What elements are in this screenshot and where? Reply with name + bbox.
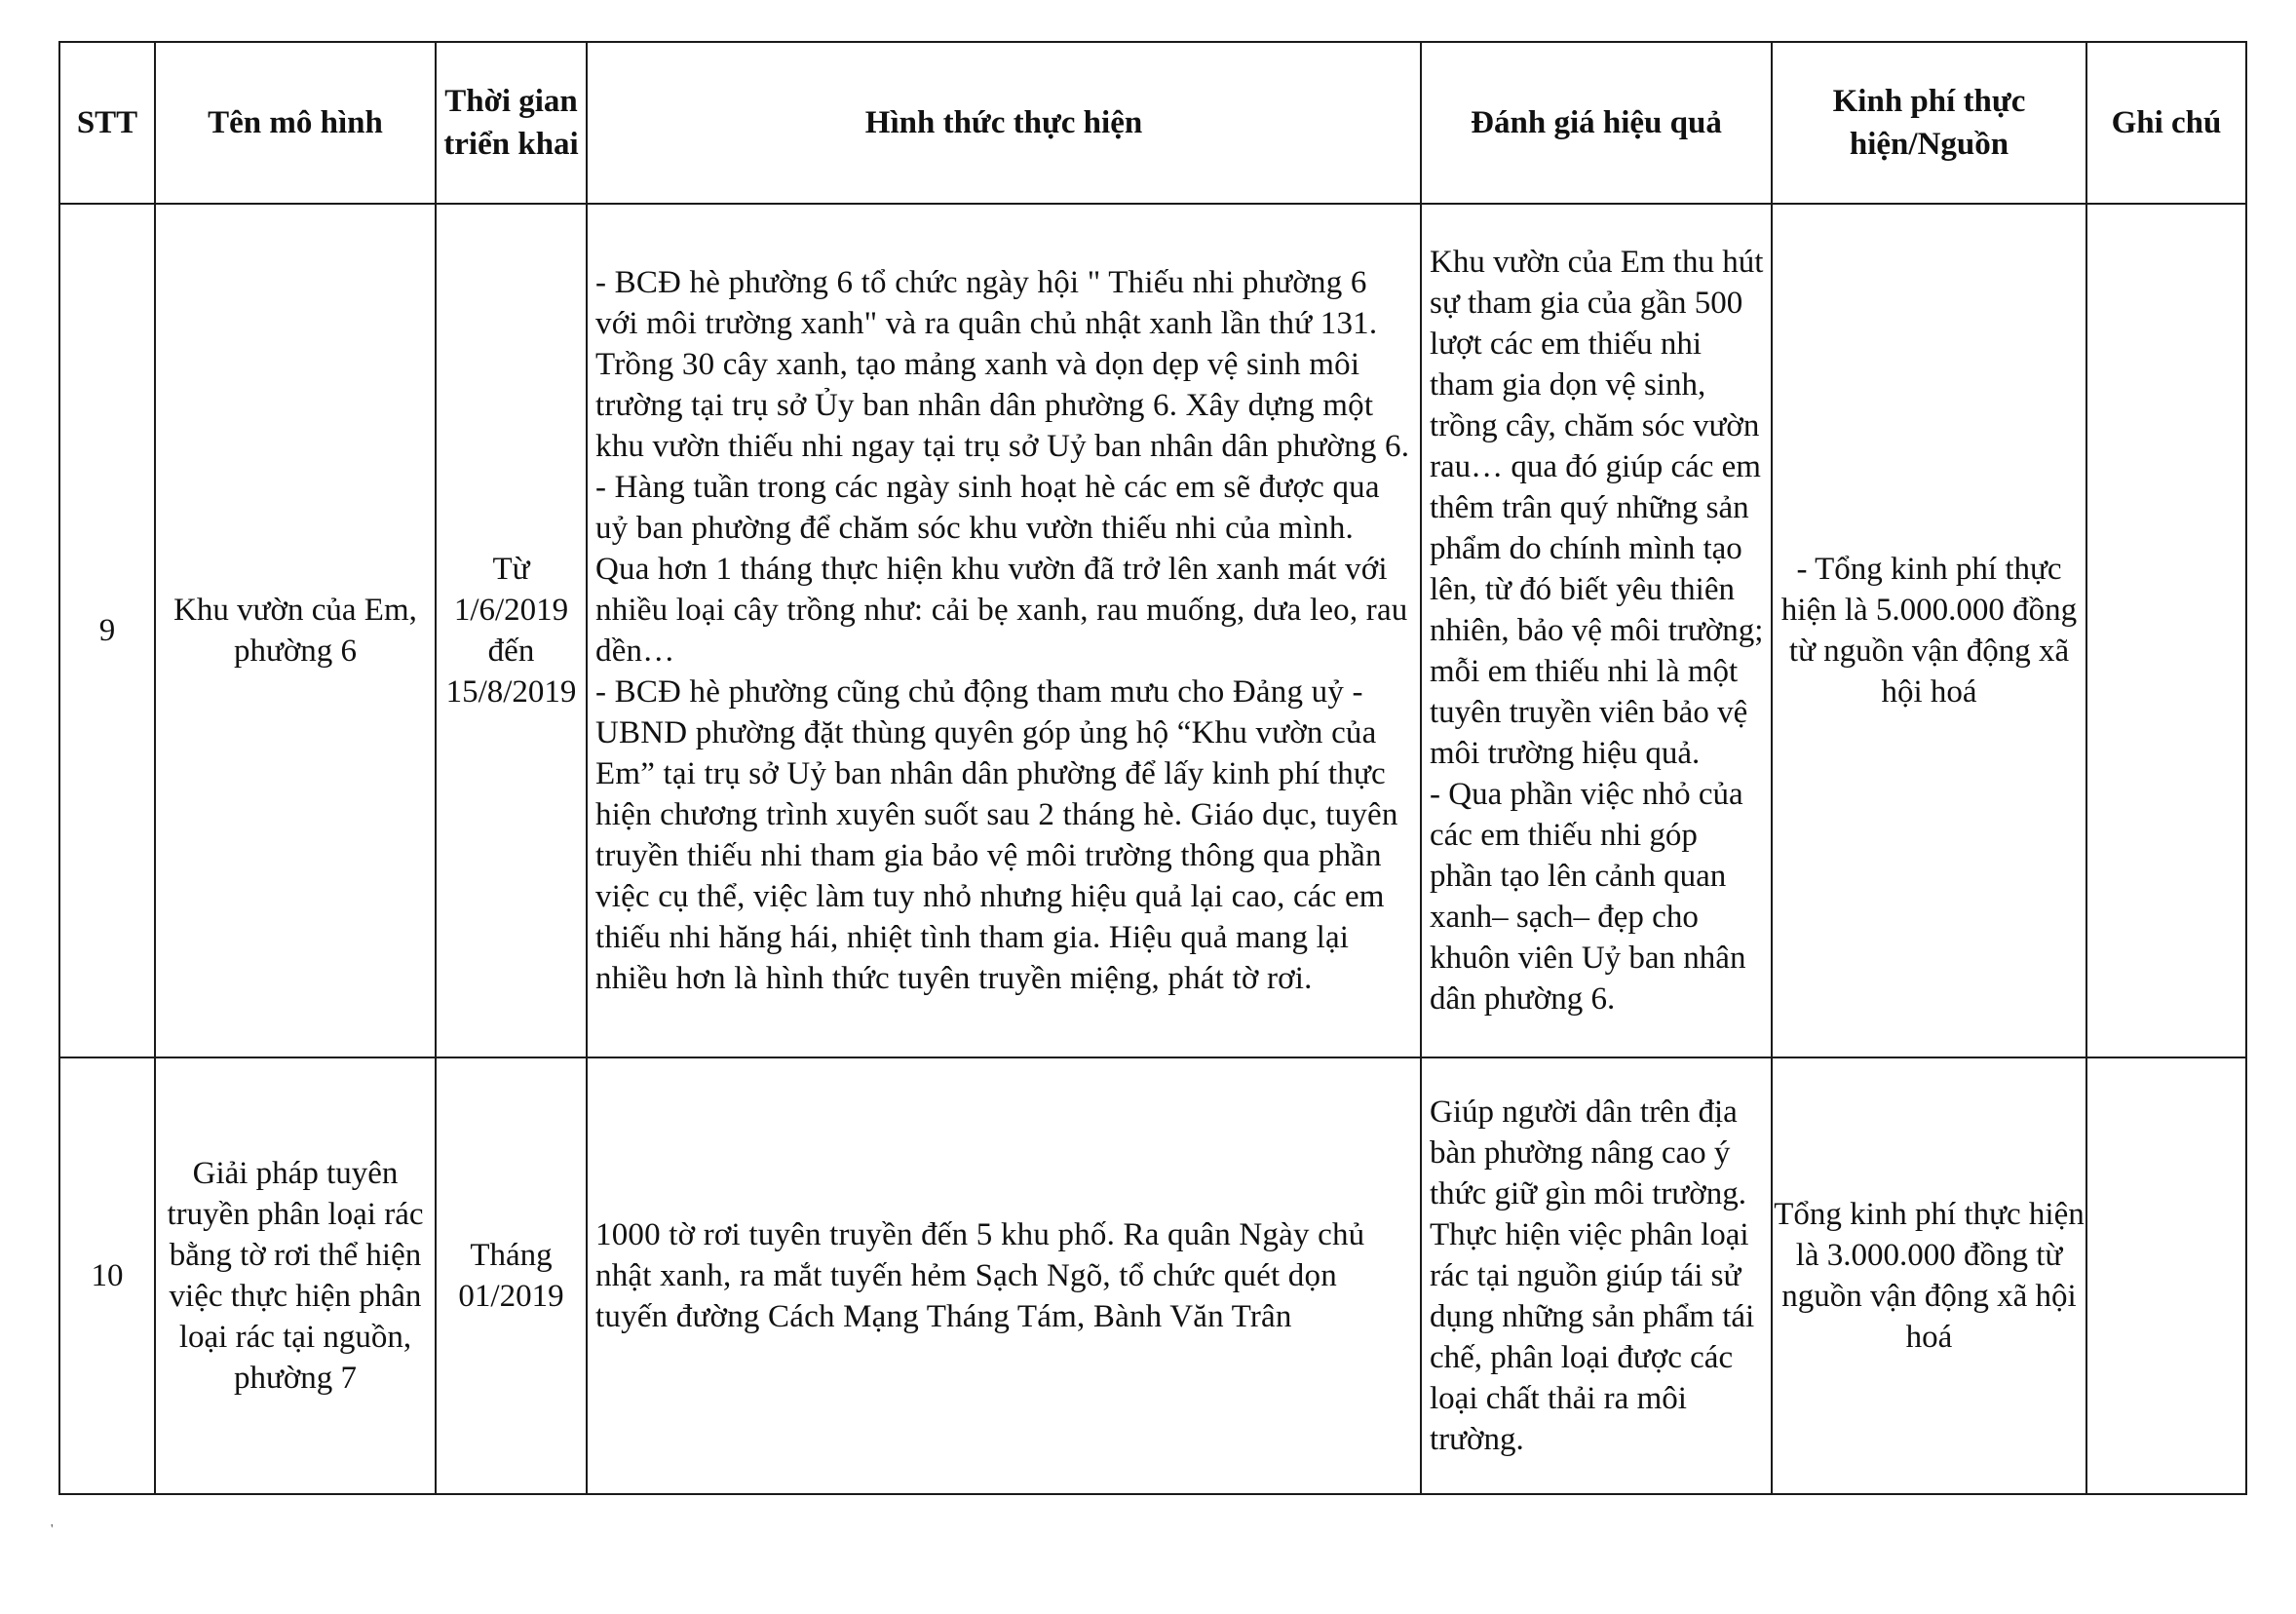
cell-hinh-thuc: - BCĐ hè phường 6 tổ chức ngày hội " Thiếu nhi phường 6 với môi trường xanh" và ra quân chủ nhật xanh lần thứ 131. Trồng 30 cây xanh, tạo mảng xanh và dọn dẹp vệ sinh môi trường tại trụ sở Ủy ban nhân dân phường 6. Xây dựng một khu vườn thiếu nhi ngay tại trụ sở Uỷ ban nhân dân phường 6. - Hàng tuần trong các ngày sinh hoạt hè các em sẽ được qua uỷ ban phường để chăm sóc khu vườn thiếu nhi của mình. Qua hơn 1 tháng thực hiện khu vườn đã trở lên xanh mát với nhiều loại cây trồng như: cải bẹ xanh, rau muống, dưa leo, rau dền… - BCĐ hè phường cũng chủ động tham mưu cho Đảng uỷ - UBND phường đặt thùng quyên góp ủng hộ “Khu vườn của Em” tại trụ sở Uỷ ban nhân dân phường để lấy kinh phí thực hiện chương trình xuyên suốt sau 2 tháng hè. Giáo dục, tuyên truyền thiếu nhi tham gia bảo vệ môi trường thông qua phần việc cụ thể, việc làm tuy nhỏ nhưng hiệu quả lại cao, các em thiếu nhi hăng hái, nhiệt tình tham gia. Hiệu quả mang lại nhiều hơn là hình thức tuyên truyền miệng, phát tờ rơi. [587,204,1421,1057]
cell-danh-gia: Khu vườn của Em thu hút sự tham gia của gần 500 lượt các em thiếu nhi tham gia dọn vệ sinh, trồng cây, chăm sóc vườn rau… qua đó giúp các em thêm trân quý những sản phẩm do chính mình tạo lên, từ đó biết yêu thiên nhiên, bảo vệ môi trường; mỗi em thiếu nhi là một tuyên truyền viên bảo vệ môi trường hiệu quả. - Qua phần việc nhỏ của các em thiếu nhi góp phần tạo lên cảnh quan xanh– sạch– đẹp cho khuôn viên Uỷ ban nhân dân phường 6. [1421,204,1772,1057]
cell-thoi-gian: Từ 1/6/2019 đến 15/8/2019 [436,204,587,1057]
scan-speck: ' [51,1522,54,1537]
header-thoi-gian: Thời gian triển khai [436,42,587,204]
header-kinh-phi: Kinh phí thực hiện/Nguồn [1772,42,2086,204]
cell-ten-mo-hinh: Khu vườn của Em, phường 6 [155,204,436,1057]
cell-danh-gia: Giúp người dân trên địa bàn phường nâng cao ý thức giữ gìn môi trường. Thực hiện việc phân loại rác tại nguồn giúp tái sử dụng những sản phẩm tái chế, phân loại được các loại chất thải ra môi trường. [1421,1057,1772,1494]
cell-ten-mo-hinh: Giải pháp tuyên truyền phân loại rác bằng tờ rơi thể hiện việc thực hiện phân loại rác tại nguồn, phường 7 [155,1057,436,1494]
cell-kinh-phi: - Tổng kinh phí thực hiện là 5.000.000 đồng từ nguồn vận động xã hội hoá [1772,204,2086,1057]
table-row [59,1057,2246,1494]
cell-ghi-chu [2086,1057,2246,1494]
cell-stt: 9 [59,204,155,1057]
cell-ghi-chu [2086,204,2246,1057]
cell-stt: 10 [59,1057,155,1494]
header-stt: STT [59,42,155,204]
models-table [58,41,2247,1495]
table-header-row [59,42,2246,204]
table-row [59,204,2246,1057]
header-ten-mo-hinh: Tên mô hình [155,42,436,204]
header-ghi-chu: Ghi chú [2086,42,2246,204]
cell-hinh-thuc: 1000 tờ rơi tuyên truyền đến 5 khu phố. Ra quân Ngày chủ nhật xanh, ra mắt tuyến hẻm Sạch Ngõ, tổ chức quét dọn tuyến đường Cách Mạng Tháng Tám, Bành Văn Trân [587,1057,1421,1494]
cell-kinh-phi: Tổng kinh phí thực hiện là 3.000.000 đồng từ nguồn vận động xã hội hoá [1772,1057,2086,1494]
cell-thoi-gian: Tháng 01/2019 [436,1057,587,1494]
header-danh-gia: Đánh giá hiệu quả [1421,42,1772,204]
header-hinh-thuc: Hình thức thực hiện [587,42,1421,204]
